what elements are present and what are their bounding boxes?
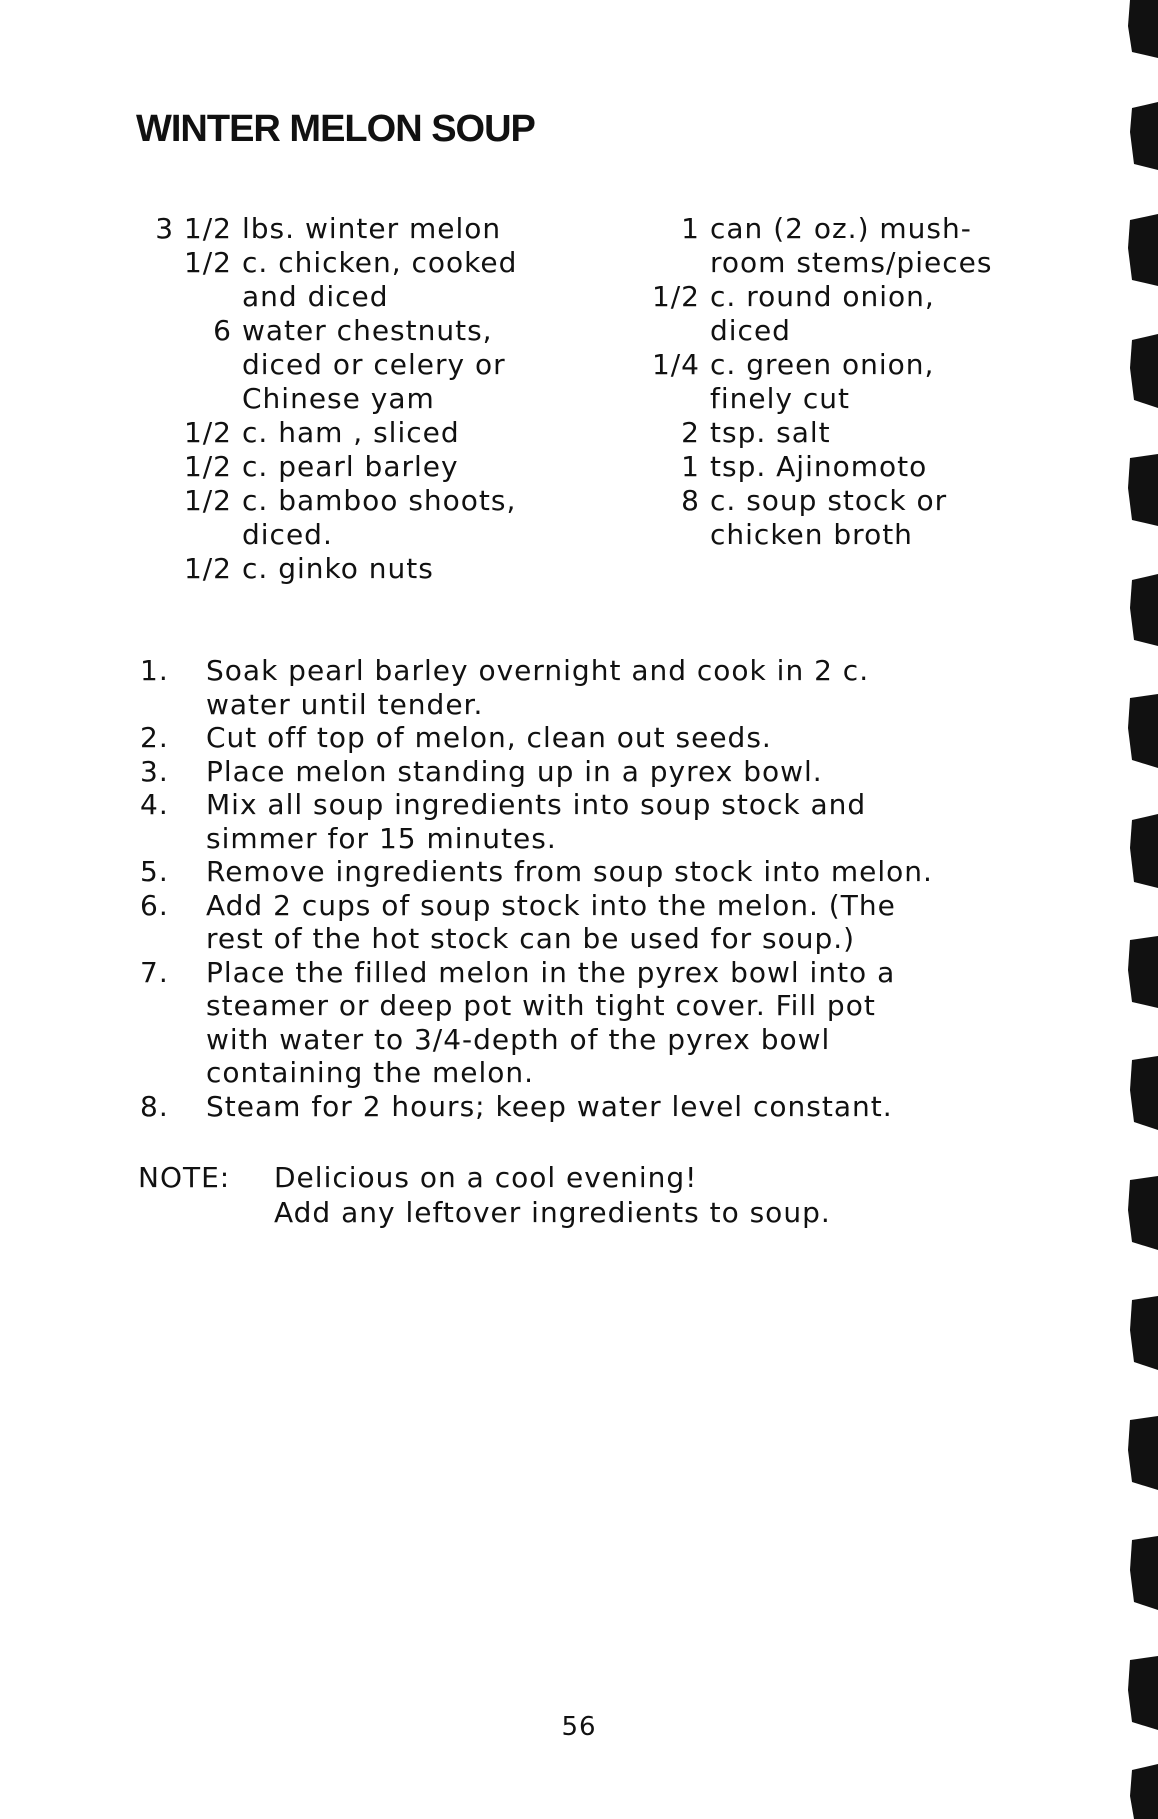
ingredient-item: can (2 oz.) mush- room stems/pieces [710,212,993,279]
step-row [140,1090,1000,1124]
ingredient-row [640,348,992,416]
ingredient-row [146,450,517,484]
ingredient-quantity: 1/2 [183,484,232,517]
step-row [140,788,1000,855]
step-text: Soak pearl barley overnight and cook in 2 c. water until tender. [206,654,870,721]
ingredient-row [146,212,517,246]
step-text: Add 2 cups of soup stock into the melon. (The rest of the hot stock can be used for soup.) [206,888,896,955]
ingredient-row [146,552,517,586]
ingredient-quantity: 1 [681,212,700,245]
ingredient-item: c. soup stock or chicken broth [710,484,948,551]
ingredient-item: c. chicken, cooked and diced [242,246,518,313]
ingredient-item: c. green onion, finely cut [710,348,935,415]
page-number: 56 [561,1712,597,1742]
spiral-binding [1118,0,1158,1819]
ingredient-row [640,416,992,450]
ingredient-item: tsp. Ajinomoto [710,450,928,483]
ingredient-item: c. pearl barley [242,450,459,483]
ingredient-row [640,280,992,348]
step-number: 4. [140,788,169,821]
step-text: Cut off top of melon, clean out seeds. [206,721,772,754]
step-text: Place the filled melon in the pyrex bowl into a steamer or deep pot with tight cover. Fill pot with water to 3/4-depth of the pyrex bowl containing the melon. [206,955,896,1089]
step-text: Remove ingredients from soup stock into melon. [206,855,933,888]
recipe-note [138,1160,831,1230]
ingredient-item: c. bamboo shoots, diced. [242,484,517,551]
step-row [140,721,1000,755]
ingredient-row [640,484,992,552]
ingredient-quantity: 2 [681,416,700,449]
step-row [140,889,1000,956]
ingredient-quantity: 1/2 [651,280,700,313]
step-text: Steam for 2 hours; keep water level constant. [206,1089,893,1123]
step-row [140,654,1000,721]
step-number: 2. [140,721,169,754]
note-label: NOTE: [138,1161,231,1194]
ingredient-row [146,416,517,450]
ingredient-quantity: 1/2 [183,246,232,279]
ingredients-right-column [640,212,992,552]
step-text: Mix all soup ingredients into soup stock and simmer for 15 minutes. [206,788,867,855]
step-row [140,956,1000,1090]
step-number: 8. [140,1089,169,1123]
step-number: 1. [140,654,169,687]
recipe-title: WINTER MELON SOUP [136,108,535,150]
ingredient-item: lbs. winter melon [242,212,502,245]
note-text: Delicious on a cool evening! Add any leftover ingredients to soup. [274,1161,831,1229]
ingredient-item: c. round onion, diced [710,280,935,347]
ingredient-item: c. ham , sliced [242,416,460,449]
ingredient-quantity: 1/2 [183,450,232,483]
ingredient-quantity: 1 [681,450,700,483]
ingredient-row [146,484,517,552]
ingredient-item: c. ginko nuts [242,552,434,585]
ingredient-item: water chestnuts, diced or celery or Chinese yam [242,314,506,415]
ingredient-row [146,246,517,314]
ingredient-quantity: 6 [213,314,232,347]
ingredient-quantity: 1/2 [183,416,232,449]
step-number: 7. [140,955,169,989]
step-number: 5. [140,855,169,888]
step-text: Place melon standing up in a pyrex bowl. [206,754,823,788]
ingredient-row [640,212,992,280]
ingredient-quantity: 8 [681,484,700,517]
ingredient-quantity: 3 1/2 [155,212,232,245]
instruction-steps [140,654,1000,1123]
ingredient-quantity: 1/4 [651,348,700,381]
ingredient-item: tsp. salt [710,416,831,449]
step-row [140,855,1000,889]
step-number: 6. [140,888,169,922]
ingredient-row [640,450,992,484]
ingredients-left-column [146,212,517,586]
step-row [140,755,1000,789]
ingredient-quantity: 1/2 [183,552,232,585]
step-number: 3. [140,754,169,788]
ingredient-row [146,314,517,416]
